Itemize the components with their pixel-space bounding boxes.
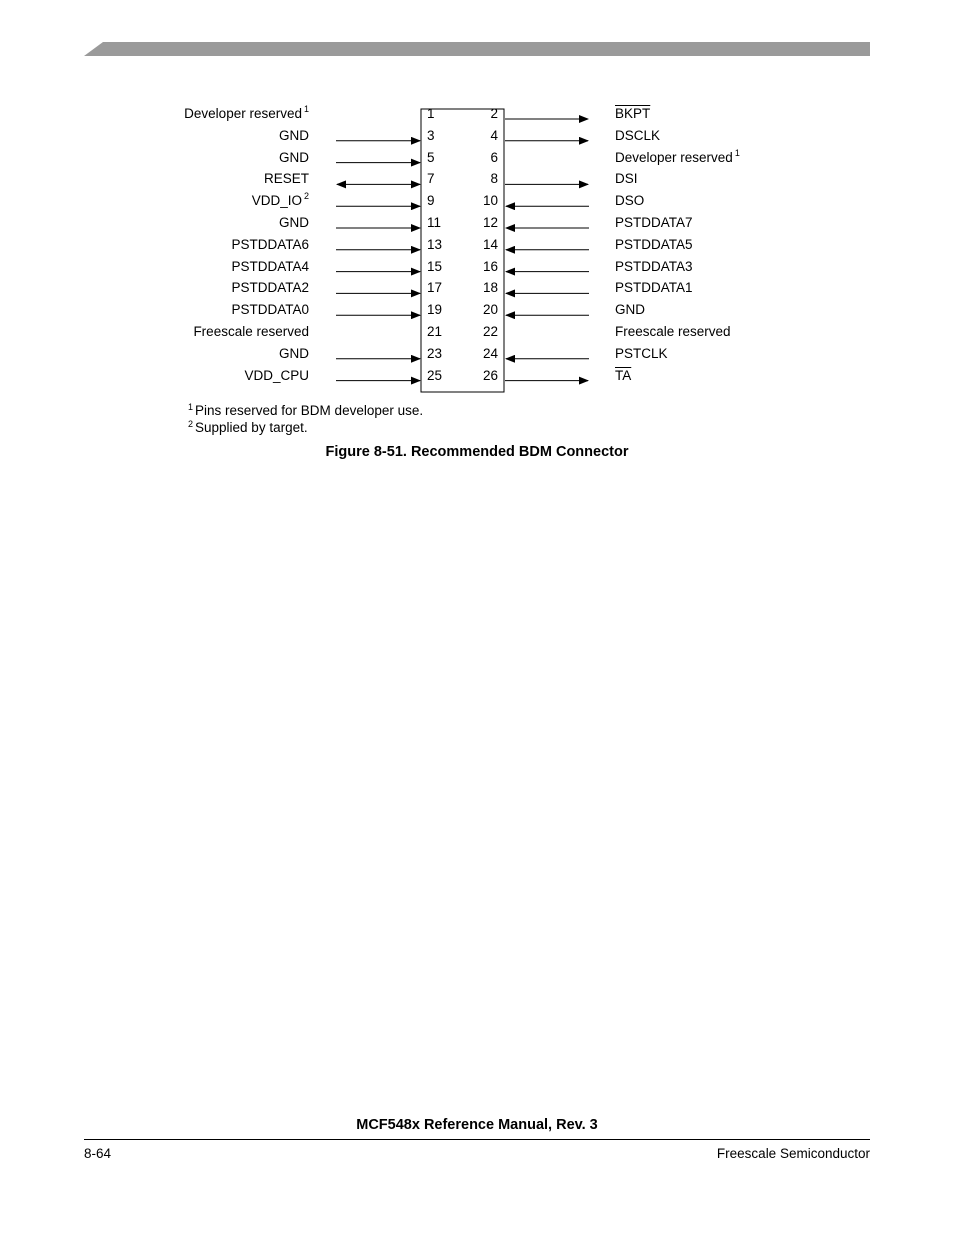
pin-number-even: 6 <box>490 149 498 165</box>
left-signal-name: RESET <box>263 171 309 187</box>
bdm-connector-diagram <box>0 100 954 400</box>
left-signal-name: GND <box>279 127 309 143</box>
right-signal-label <box>615 237 693 253</box>
pin-number-odd: 7 <box>427 171 435 187</box>
pin-number-odd: 11 <box>427 215 442 230</box>
pin-number-even: 18 <box>482 280 498 296</box>
right-signal-name: DSI <box>615 171 638 187</box>
pin-number-even: 4 <box>490 127 498 143</box>
right-footnote-marker: 1 <box>734 147 740 158</box>
left-signal-label <box>252 193 309 209</box>
right-signal-name: DSO <box>615 193 645 209</box>
figure-caption: Figure 8-51. Recommended BDM Connector <box>325 444 629 460</box>
right-signal-name: GND <box>615 302 645 318</box>
left-signal-name: GND <box>279 215 309 230</box>
pin-number-odd: 1 <box>427 106 435 121</box>
header-bar-shape <box>84 42 870 56</box>
footer-divider <box>84 1139 870 1140</box>
pin-number-odd: 3 <box>427 127 435 143</box>
pin-number-even: 24 <box>482 345 498 361</box>
left-footnote-marker: 1 <box>303 104 309 114</box>
left-signal-label <box>231 280 309 296</box>
left-signal-name: PSTDDATA4 <box>231 258 309 274</box>
right-signal-name: PSTDDATA7 <box>615 215 693 230</box>
left-signal-name: VDD_IO <box>251 193 302 209</box>
right-signal-label <box>615 324 731 340</box>
right-signal-label <box>615 193 644 209</box>
pin-number-even: 16 <box>482 258 498 274</box>
left-signal-name: PSTDDATA2 <box>231 280 309 296</box>
pin-number-odd: 23 <box>427 345 443 361</box>
company-name: Freescale Semiconductor <box>716 1146 870 1161</box>
left-signal-name: Freescale reserved <box>193 324 309 339</box>
right-signal-label <box>615 368 631 384</box>
pin-number-even: 22 <box>482 324 498 339</box>
pin-number-even: 2 <box>490 106 498 121</box>
left-signal-label <box>279 346 309 362</box>
right-signal-name: PSTDDATA1 <box>615 280 693 296</box>
right-signal-label <box>615 259 693 275</box>
left-signal-name: VDD_CPU <box>244 367 309 383</box>
pin-number-odd: 25 <box>427 367 443 383</box>
pin-number-even: 10 <box>482 193 498 209</box>
right-signal-label <box>615 302 645 318</box>
right-signal-name: Developer reserved <box>615 149 733 165</box>
pin-number-odd: 15 <box>427 258 443 274</box>
left-signal-name: PSTDDATA6 <box>231 236 309 252</box>
pin-number-odd: 9 <box>427 193 435 209</box>
left-signal-name: GND <box>279 149 309 165</box>
pin-number-even: 26 <box>482 367 498 383</box>
right-signal-name: PSTDDATA5 <box>615 236 693 252</box>
right-signal-label <box>615 346 668 362</box>
right-signal-name: PSTDDATA3 <box>615 258 693 274</box>
header-bar <box>0 0 954 60</box>
footnote-2: $^2$ Supplied by target. <box>188 418 308 435</box>
right-signal-name: BKPT <box>615 106 651 121</box>
left-signal-label <box>184 106 309 122</box>
left-signal-label <box>231 237 309 253</box>
right-signal-label <box>615 171 638 187</box>
right-signal-name: DSCLK <box>615 127 661 143</box>
footnotes <box>188 403 423 436</box>
left-signal-label <box>279 215 309 231</box>
pin-number-odd: 19 <box>427 302 443 318</box>
pin-number-odd: 17 <box>427 280 443 296</box>
left-signal-label <box>231 302 309 318</box>
pin-number-odd: 5 <box>427 149 435 165</box>
right-signal-label <box>615 106 650 122</box>
pin-number-even: 20 <box>482 302 498 318</box>
footnote-1: $^1$ Pins reserved for BDM developer use. <box>188 402 424 418</box>
left-signal-name: PSTDDATA0 <box>231 302 309 318</box>
left-signal-name: Developer reserved <box>184 106 302 121</box>
page-number: 8-64 <box>84 1146 112 1161</box>
right-signal-name: Freescale reserved <box>615 324 731 339</box>
pin-number-even: 8 <box>490 171 498 187</box>
left-signal-label <box>231 259 309 275</box>
footer-manual-title: MCF548x Reference Manual, Rev. 3 <box>356 1117 598 1133</box>
pin-number-odd: 13 <box>427 236 443 252</box>
pin-number-odd: 21 <box>427 324 443 339</box>
left-signal-label <box>279 150 309 166</box>
left-footnote-marker: 2 <box>303 191 309 202</box>
pin-number-even: 14 <box>482 236 498 252</box>
right-signal-label <box>615 147 740 166</box>
left-signal-label <box>279 128 309 144</box>
right-signal-name: $\overline{TA}$ <box>615 367 632 383</box>
left-signal-label <box>264 171 309 187</box>
left-signal-name: GND <box>279 345 309 361</box>
left-signal-label <box>244 368 309 384</box>
right-signal-label <box>615 215 693 231</box>
right-signal-label <box>615 280 693 296</box>
right-signal-label <box>615 128 660 144</box>
pin-number-even: 12 <box>482 215 498 230</box>
right-signal-name: PSTCLK <box>615 345 668 361</box>
left-signal-label <box>193 324 309 340</box>
